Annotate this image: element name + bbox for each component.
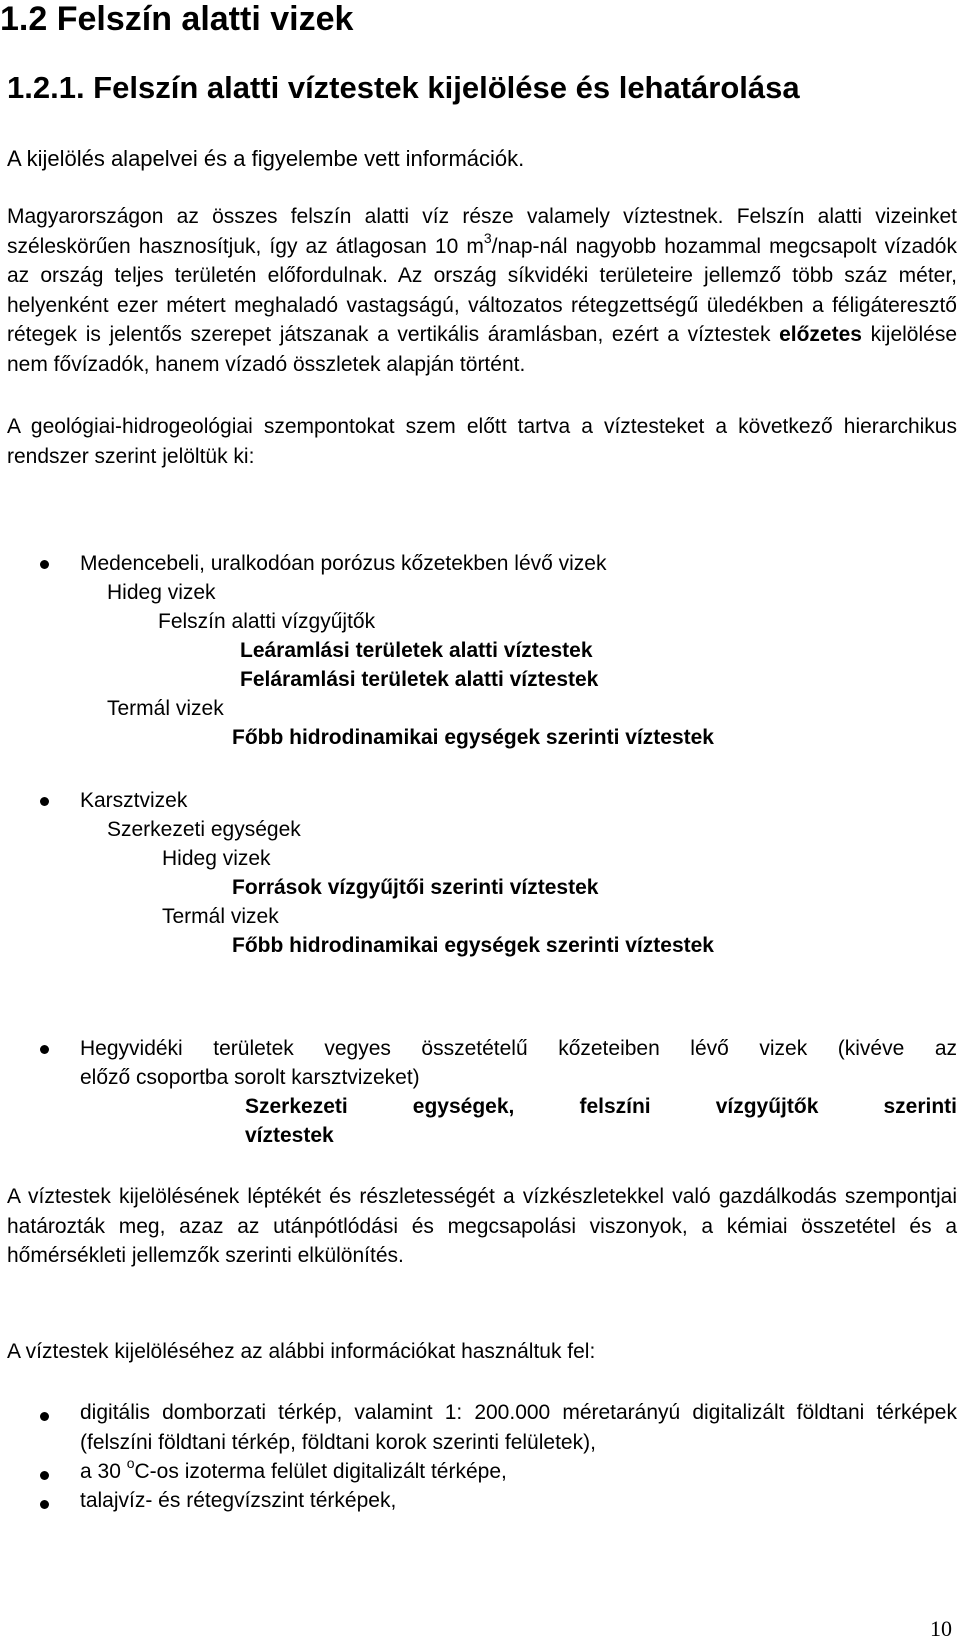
info-item-1: digitális domborzati térkép, valamint 1: 200.000 méretarányú digitalizált földtani térképek (felszíni földtani térkép, földtani korok szerinti felületek), xyxy=(80,1401,957,1454)
group1-level2: Felszín alatti vízgyűjtők xyxy=(158,610,376,633)
paragraph-4: A víztestek kijelöléséhez az alábbi információkat használtuk fel: xyxy=(7,1340,596,1363)
bullet-icon xyxy=(40,797,49,806)
group2-level5: Főbb hidrodinamikai egységek szerinti víztestek xyxy=(232,934,714,957)
info-item-2: a 30 $^o$C-os izoterma felület digitalizált térképe, xyxy=(80,1455,507,1483)
group1-level1: Hideg vizek xyxy=(107,581,216,604)
bullet-icon xyxy=(40,1412,49,1421)
group2-level2: Hideg vizek xyxy=(162,847,271,870)
group2-title: Karsztvizek xyxy=(80,789,188,812)
group1-level4: Feláramlási területek alatti víztestek xyxy=(240,668,599,691)
paragraph-1: Magyarországon az összes felszín alatti víz része valamely víztestnek. Felszín alatti vizeinket széleskörűen hasznosítjuk, így az átlagosan 10 $m^3/nap$-nál nagyobb hozammal megcsapolt vízadók az ország teljes területén előfordulnak. Az ország síkvidéki területeire jellemző több száz méter, helyenként ezer métert meghaladó vastagságú, változatos rétegzettségű üledékben a féligáteresztő rétegek is jelentős szerepet játszanak a vertikális áramlásban, ezért a víztestek előzetes kijelölése nem fővízadók, hanem vízadó összletek alapján történt. xyxy=(7,205,957,376)
section-heading: 1.2 Felszín alatti vizek xyxy=(0,0,354,38)
page-number: 10 xyxy=(930,1616,952,1641)
group1-level6: Főbb hidrodinamikai egységek szerinti víztestek xyxy=(232,726,714,749)
bullet-icon xyxy=(40,1045,49,1054)
group3-bold-line2: víztestek xyxy=(245,1124,334,1147)
group3-bold-line1: Szerkezeti egységek, felszíni vízgyűjtők szerinti xyxy=(245,1095,957,1118)
intro-subheading: A kijelölés alapelvei és a figyelembe vett információk. xyxy=(7,146,525,171)
bullet-icon xyxy=(40,1471,49,1480)
group2-level4: Termál vizek xyxy=(162,905,279,928)
group3-title-line2: előző csoportba sorolt karsztvizeket) xyxy=(80,1066,420,1089)
bullet-icon xyxy=(40,1500,49,1509)
group2-level1: Szerkezeti egységek xyxy=(107,818,301,841)
group2-level3: Források vízgyűjtői szerinti víztestek xyxy=(232,876,599,899)
group1-level3: Leáramlási területek alatti víztestek xyxy=(240,639,593,662)
group1-title: Medencebeli, uralkodóan porózus kőzetekben lévő vizek xyxy=(80,552,607,575)
group3-title-line1: Hegyvidéki területek vegyes összetételű kőzeteiben lévő vizek (kivéve az xyxy=(80,1037,957,1060)
info-item-3: talajvíz- és rétegvízszint térképek, xyxy=(80,1489,397,1512)
bullet-icon xyxy=(40,560,49,569)
group1-level5: Termál vizek xyxy=(107,697,224,720)
subsection-heading: 1.2.1. Felszín alatti víztestek kijelölése és lehatárolása xyxy=(7,70,800,105)
paragraph-2: A geológiai-hidrogeológiai szempontokat szem előtt tartva a víztesteket a következő hierarchikus rendszer szerint jelöltük ki: xyxy=(7,415,957,468)
paragraph-3: A víztestek kijelölésének léptékét és részletességét a vízkészletekkel való gazdálkodás szempontjai határozták meg, azaz az utánpótlódási és megcsapolási viszonyok, a kémiai összetétel és a hőmérsékleti jellemzők szerinti elkülönítés. xyxy=(7,1185,957,1267)
